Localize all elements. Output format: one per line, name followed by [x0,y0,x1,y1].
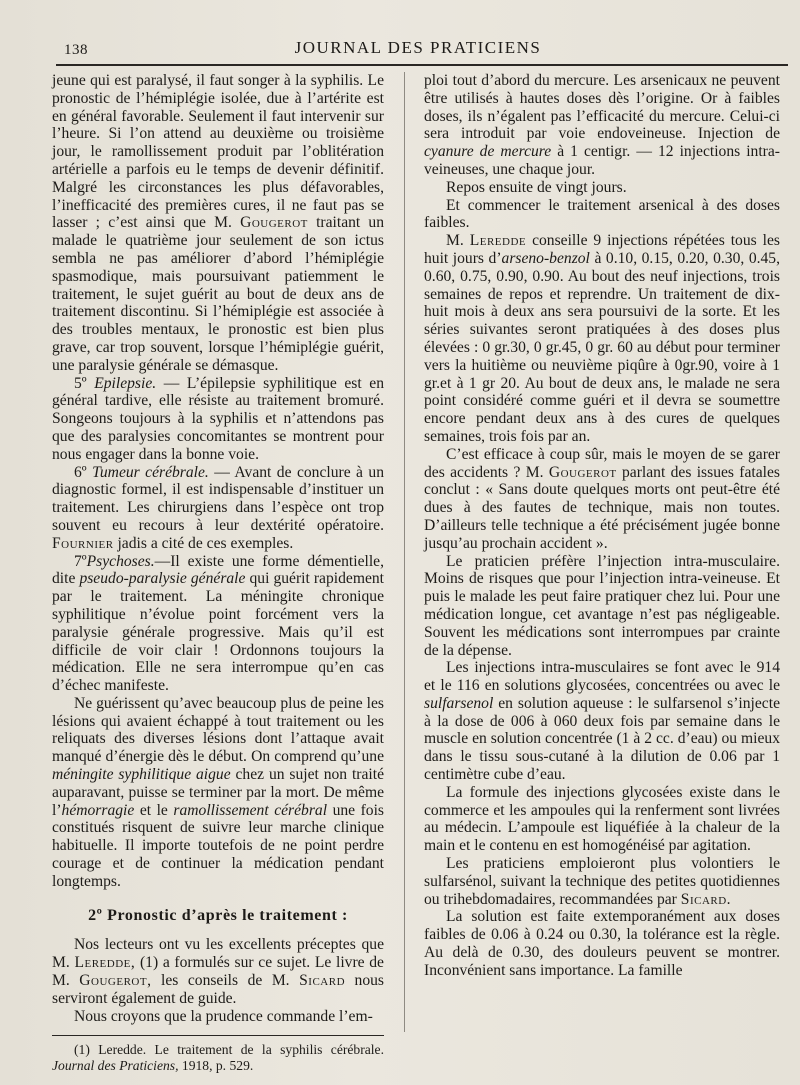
subsection-title: Tumeur cérébrale. [92,463,209,481]
paragraph-praticiens: Les praticiens emploieront plus volontiers le sulfarsénol, suivant la technique des petites quotidiennes ou trihebdomadaires, recommandées par Sicard. [424,855,780,908]
right-column [424,72,780,980]
footnote: (1) Leredde. Le traitement de la syphilis cérébrale. Journal des Praticiens, 1918, p. 529. [52,1042,384,1074]
page-number: 138 [64,42,88,58]
paragraph-repos: Repos ensuite de vingt jours. [446,178,627,196]
subsection-title: Psychoses. [86,552,155,570]
paragraph-psychoses: 7ºPsychoses.—Il existe une forme démentielle, dite pseudo-paralysie générale qui guérit rapidement par le traitement. La méningite chronique syphilitique n’évolue point forcément vers la paralysie générale progressive. Mais qu’il est difficile de voir clair ! Ordonnons toujours la médication. Elle ne sera interrompue qu’en cas d’échec manifeste. [52,552,384,695]
paragraph-epilepsie: 5º Epilepsie. — L’épilepsie syphilitique est en général tardive, elle résiste au traitement bromuré. Songeons toujours à la syphilis et n’attendons pas que des paralysies concomitantes se montrent pour nous engager dans la bonne voie. [52,374,384,463]
paragraph-efficace: C’est efficace à coup sûr, mais le moyen de se garer des accidents ? M. Gougerot parlant des issues fatales conclut : « Sans doute quelques morts ont peut-être été dues à des fautes de technique, mais non toutes. D’ailleurs telle technique a été précisément jugée bonne jusqu’au prochain accident ». [424,445,781,552]
paragraph-leredde: M. Leredde conseille 9 injections répétées tous les huit jours d’arseno-benzol à 0.10, 0.15, 0.20, 0.30, 0.45, 0.60, 0.75, 0.90, 0.90. Au bout des neuf injections, trois semaines de repos et reprendre. Un traitement de dix-huit mois à deux ans sera poursuivi de la sorte. Et les séries suivantes seront pratiquées à des doses plus élevées : 0 gr.30, 0 gr.45, 0 gr. 60 au début pour terminer vers la huitième ou neuvième piqûre à 0gr.90, voire à 1 gr.et à 1 gr 20. Au bout de deux ans, le malade ne sera point considéré comme guéri et il devra se soumettre encore pendant deux ans à des cures de quelques semaines, trois fois par an. [424,232,781,445]
page-header [56,36,780,64]
author-name: Gougerot [240,214,308,232]
author-name: Sicard. [680,890,732,908]
subsection-title: Epilepsie. [94,374,157,392]
author-name: Leredde [469,232,527,250]
paragraph-lecteurs: Nos lecteurs ont vu les excellents préceptes que M. Leredde, (1) a formulés sur ce sujet. Le livre de M. Gougerot, les conseils de M. Sicard nous serviront également de guide. [52,936,384,1007]
paragraph-tumeur: 6º Tumeur cérébrale. — Avant de conclure à un diagnostic formel, il est indispensable d’instituer un traitement. Les chirurgiens dans l’espèce ont trop souvent eu recours à leur dextérité opératoire. Fournier jadis a cité de ces exemples. [52,463,384,552]
paragraph-injections: Les injections intra-musculaires se font avec le 914 et le 116 en solutions glycosées, concentrées ou avec le sulfarsenol en solution aqueuse : le sulfarsenol s’injecte à la dose de 006 à 060 deux fois par semaine dans le muscle en solution concentrée (1 à 2 cc. d’eau) ou mieux dans le tissu sous-cutané à la dilution de 0.06 par 1 centimètre cube d’eau. [424,659,780,784]
footnote-rule [52,1035,384,1036]
left-column [52,72,384,1074]
paragraph-mercure: ploi tout d’abord du mercure. Les arsenicaux ne peuvent être utilisés à hautes doses dès l’origine. Or à faibles doses, ils n’égalent pas l’efficacité du mercure. Celui-ci sera introduit par voie endoveineuse. Injection de cyanure de mercure à 1 centigr. — 12 injections intra-veineuses, une chaque jour. [424,72,780,178]
author-name: Leredde, [74,954,136,972]
column-divider [404,72,405,1032]
author-name: Sicard [299,972,346,990]
header-rule [56,64,788,66]
paragraph-formule: La formule des injections glycosées existe dans le commerce et les ampoules qui la renferment sont livrées au médecin. L’ampoule est liquéfiée à la chaleur de la main et le contenu en est homogénéisé par agitation. [424,783,780,855]
author-name: Gougerot, [79,972,152,990]
paragraph-arsenical: Et commencer le traitement arsenical à des doses faibles. [424,196,780,232]
paragraph-prudence: Nous croyons que la prudence commande l’em- [74,1007,373,1025]
author-name: Fournier [52,534,114,552]
paragraph-lesions: Ne guérissent qu’avec beaucoup plus de peine les lésions qui avaient échappé à tout traitement ou les reliquats des diverses lésions dont l’attaque avait manqué d’énergie dès le début. On comprend qu’une méningite syphilitique aigue chez un sujet non traité auparavant, puisse se terminer par la mort. De même l’hémorragie et le ramollissement cérébral une fois constitués risquent de suivre leur marche clinique habituelle. Il importe toutefois de ne point perdre courage et de continuer la médication pendant longtemps. [52,694,385,890]
paragraph-solution: La solution est faite extemporanément aux doses faibles de 0.06 à 0.24 ou 0.30, la tolérance est la règle. Au delà de 0.30, des douleurs peuvent se montrer. Inconvénient sans importance. La famille [424,908,780,979]
paragraph-intramusculaire: Le praticien préfère l’injection intra-musculaire. Moins de risques que pour l’injection intra-veineuse. Et puis le malade les peut faire pratiquer chez lui. Pour une médication longue, cet avantage n’est pas négligeable. Souvent les médications sont interrompues par crainte de la dépense. [424,552,780,659]
paragraph-hemiplegie: jeune qui est paralysé, il faut songer à la syphilis. Le pronostic de l’hémiplégie isolée, due à l’artérite est en général favorable. Seulement il faut intervenir sur l’heure. Si l’on attend au deuxième ou troisième jour, le ramollissement produit par l’oblitération artérielle a parfois eu le temps de devenir définitif. Malgré les circonstances les plus défavorables, l’inefficacité des premières cures, il ne faut pas se lasser ; c’est ainsi que M. Gougerot traitant un malade le quatrième jour seulement de son ictus sembla ne pas améliorer d’abord l’hémiplégie spasmodique, mais poursuivant patiemment le traitement, le sujet guérit au bout de deux ans de traitement discontinu. Si l’hémiplégie est associée à des troubles mentaux, le pronostic est bien plus grave, car trop souvent, lorsque l’hémiplégie guérit, une paralysie générale se démasque. [52,72,385,374]
section-heading: 2º Pronostic d’après le traitement : [88,906,348,924]
author-name: Gougerot [548,463,617,481]
running-title: JOURNAL DES PRATICIENS [294,38,542,57]
